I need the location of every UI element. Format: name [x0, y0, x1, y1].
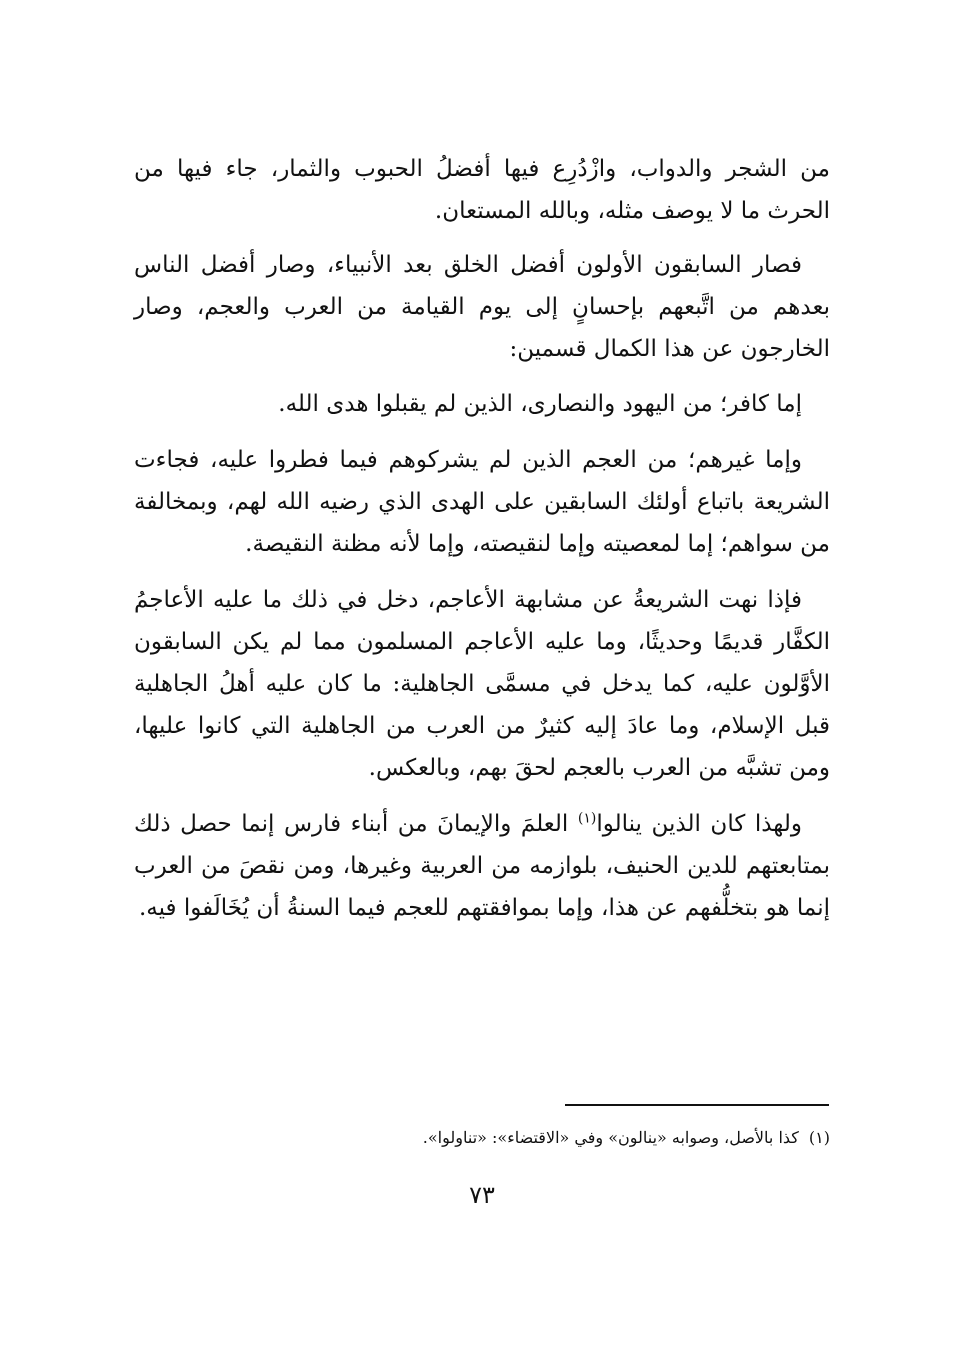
footnote-marker: (١) — [808, 1128, 830, 1147]
paragraph-6-rest: العلمَ والإيمانَ من أبناء فارس إنما حصل ذلك بمتابعتهم للدين الحنيف، بلوازمه من العربية وغيرها، ومن نقصَ من العرب إنما هو بتخلُّفهم عن هذا، وإما بموافقتهم للعجم فيما السنةُ أن يُخَالَفوا فيه. — [134, 811, 830, 921]
paragraph-4: وإما غيرهم؛ من العجم الذين لم يشركوهم فيما فطروا عليه، فجاءت الشريعة باتباع أولئك السابقين على الهدى الذي رضيه الله لهم، وبمخالفة من سواهم؛ إما لمعصيته وإما لنقيصته، وإما لأنه مظنة النقيصة. — [134, 447, 830, 557]
footnote-text: كذا بالأصل، وصوابه «ينالون» وفي «الاقتضاء»: «تناولوا». — [422, 1128, 799, 1147]
paragraph-6 — [134, 803, 830, 929]
page-number: ٧٣ — [469, 1181, 495, 1209]
paragraph-5: فإذا نهت الشريعةُ عن مشابهة الأعاجم، دخل في ذلك ما عليه الأعاجمُ الكفَّار قديمًا وحديثًا، وما عليه الأعاجم المسلمون مما لم يكن السابقون الأوَّلون عليه، كما يدخل في مسمَّى الجاهلية: ما كان عليه أهلُ الجاهلية قبل الإسلام، وما عادَ إليه كثيرٌ من العرب من الجاهلية التي كانوا عليها، ومن تشبَّه من العرب بالعجم لحقَ بهم، وبالعكس. — [134, 587, 830, 781]
footnote-reference[interactable]: (١) — [577, 810, 597, 827]
footnote-divider — [565, 1104, 829, 1106]
paragraph-2: فصار السابقون الأولون أفضل الخلق بعد الأنبياء، وصار أفضل الناس بعدهم من اتَّبعهم بإحسانٍ إلى يوم القيامة من العرب والعجم، وصار الخارجون عن هذا الكمال قسمين: — [134, 252, 830, 362]
footnote — [134, 1124, 830, 1152]
paragraph-3: إما كافر؛ من اليهود والنصارى، الذين لم يقبلوا هدى الله. — [278, 391, 802, 417]
paragraph-6-start: ولهذا كان الذين ينالوا — [596, 811, 802, 837]
paragraph-1: من الشجر والدواب، وازْدُرِع فيها أفضلُ الحبوب والثمار، جاء فيها من الحرث ما لا يوصف مثله، وبالله المستعان. — [134, 156, 830, 224]
main-text — [134, 148, 830, 929]
